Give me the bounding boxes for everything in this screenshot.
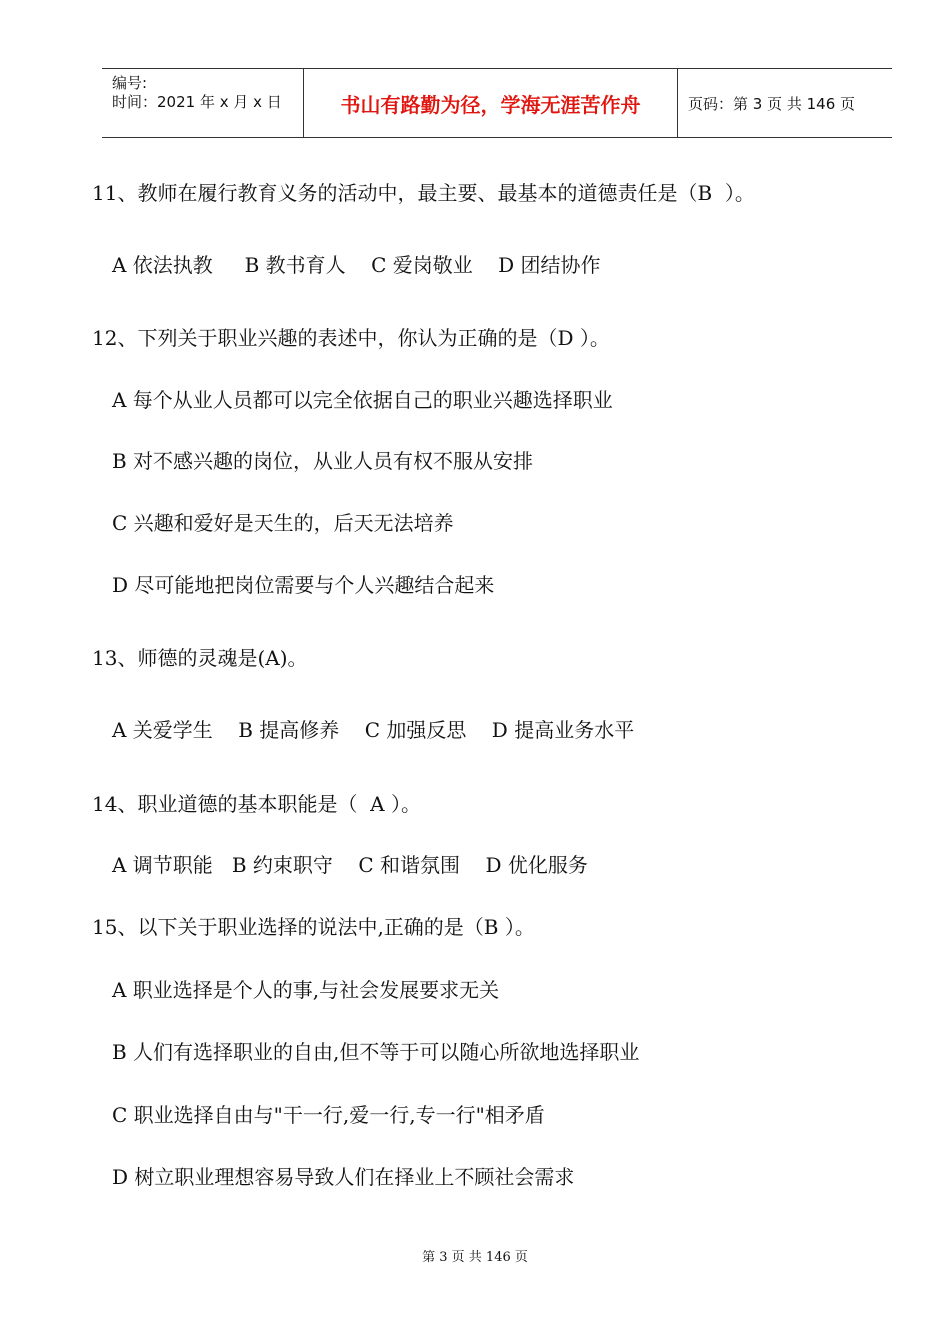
page-header <box>102 68 892 138</box>
question-11-options: A 依法执教 B 教书育人 C 爱岗敬业 D 团结协作 <box>112 253 601 277</box>
question-15-option-c: C 职业选择自由与"干一行,爱一行,专一行"相矛盾 <box>112 1103 545 1127</box>
header-meta-cell <box>102 69 304 137</box>
question-13-options: A 关爱学生 B 提高修养 C 加强反思 D 提高业务水平 <box>112 718 635 742</box>
question-15-option-d: D 树立职业理想容易导致人们在择业上不顾社会需求 <box>112 1165 575 1189</box>
question-13: 13、师德的灵魂是(A)。 <box>92 646 308 670</box>
question-12-option-d: D 尽可能地把岗位需要与个人兴趣结合起来 <box>112 573 495 597</box>
question-12-option-b: B 对不感兴趣的岗位，从业人员有权不服从安排 <box>112 449 534 473</box>
page-footer: 第 3 页 共 146 页 <box>422 1250 528 1265</box>
time-label: 时间：2021 年 x 月 x 日 <box>112 93 282 111</box>
number-label: 编号: <box>112 74 148 92</box>
question-14: 14、职业道德的基本职能是（ A ）。 <box>92 792 421 816</box>
question-12-option-c: C 兴趣和爱好是天生的，后天无法培养 <box>112 511 454 535</box>
question-12-option-a: A 每个从业人员都可以完全依据自己的职业兴趣选择职业 <box>112 388 613 412</box>
question-14-options: A 调节职能 B 约束职守 C 和谐氛围 D 优化服务 <box>112 853 588 877</box>
question-12: 12、下列关于职业兴趣的表述中，你认为正确的是（D ）。 <box>92 326 610 350</box>
header-motto: 书山有路勤为径，学海无涯苦作舟 <box>304 69 678 137</box>
question-11: 11、教师在履行教育义务的活动中，最主要、最基本的道德责任是（B ）。 <box>92 181 755 205</box>
question-15-option-a: A 职业选择是个人的事,与社会发展要求无关 <box>112 978 500 1002</box>
question-15: 15、以下关于职业选择的说法中,正确的是（B ）。 <box>92 915 535 939</box>
header-page-number: 页码：第 3 页 共 146 页 <box>688 94 856 113</box>
question-15-option-b: B 人们有选择职业的自由,但不等于可以随心所欲地选择职业 <box>112 1040 640 1064</box>
